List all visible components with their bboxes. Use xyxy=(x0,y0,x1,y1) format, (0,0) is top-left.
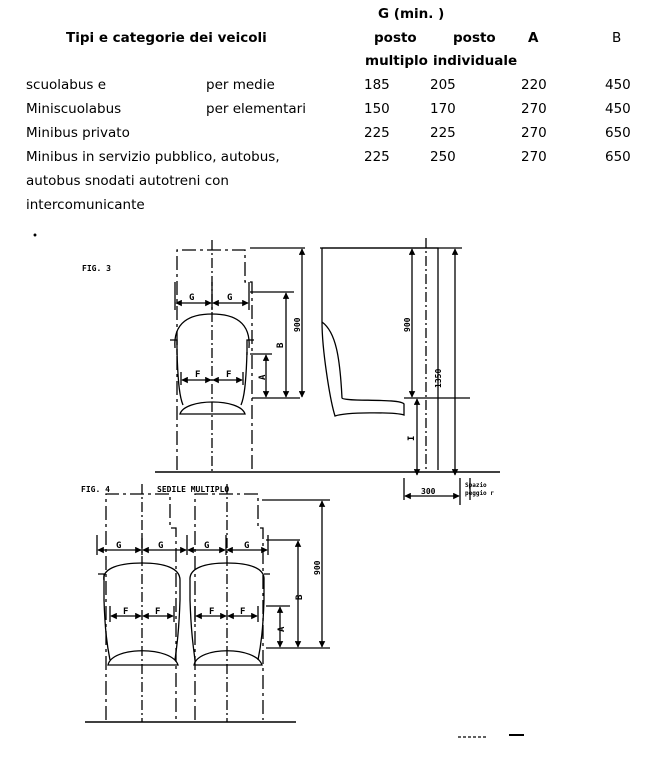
row-g-individuale: 250 xyxy=(430,149,456,165)
header-individuale: individuale xyxy=(433,53,518,69)
row-type: Minibus in servizio pubblico, autobus, xyxy=(26,149,280,165)
fig4-title: SEDILE MULTIPLO xyxy=(157,485,230,494)
header-vehicle-types: Tipi e categorie dei veicoli xyxy=(66,30,267,46)
dim-i: I xyxy=(407,435,417,441)
dim-g: G xyxy=(244,541,250,551)
dim-g: G xyxy=(227,293,233,303)
header-posto-multiplo-1: posto xyxy=(374,30,417,46)
header-a: A xyxy=(528,30,539,46)
dim-1350: 1350 xyxy=(434,368,443,388)
dim-900: 900 xyxy=(293,317,302,332)
fig3-front-view xyxy=(170,240,305,472)
row-b: 450 xyxy=(605,77,631,93)
spazio-note-2: peggio r xyxy=(465,490,494,497)
dim-g: G xyxy=(204,541,210,551)
row-type: Miniscuolabus xyxy=(26,101,122,117)
header-b: B xyxy=(612,30,622,46)
row-a: 270 xyxy=(521,101,547,117)
row-type: scuolabus e xyxy=(26,77,107,93)
header-g-min: G (min. ) xyxy=(378,6,445,22)
dim-f: F xyxy=(240,607,246,617)
row-g-individuale: 225 xyxy=(430,125,456,141)
dim-300: 300 xyxy=(421,487,436,496)
row-subtype: per medie xyxy=(206,77,275,93)
dim-900: 900 xyxy=(403,317,412,332)
dim-g: G xyxy=(189,293,195,303)
row-a: 270 xyxy=(521,149,547,165)
dim-b: B xyxy=(295,594,305,600)
row-a: 220 xyxy=(521,77,547,93)
fig3-side-view xyxy=(320,238,470,505)
row-g-individuale: 170 xyxy=(430,101,456,117)
dim-f: F xyxy=(226,370,232,380)
spazio-note-1: Spazio xyxy=(465,482,487,489)
row-g-multiplo: 185 xyxy=(364,77,390,93)
dim-f: F xyxy=(155,607,161,617)
row-g-multiplo: 225 xyxy=(364,125,390,141)
row-g-individuale: 205 xyxy=(430,77,456,93)
row-g-multiplo: 225 xyxy=(364,149,390,165)
row-b: 650 xyxy=(605,125,631,141)
dim-f: F xyxy=(123,607,129,617)
dim-a: A xyxy=(258,374,268,380)
row-subtype: per elementari xyxy=(206,101,306,117)
row-g-multiplo: 150 xyxy=(364,101,390,117)
dim-g: G xyxy=(116,541,122,551)
header-multiplo: multiplo xyxy=(365,53,428,69)
dim-g: G xyxy=(158,541,164,551)
fig4-multiple-seat xyxy=(85,484,330,722)
row-a: 270 xyxy=(521,125,547,141)
row-b: 650 xyxy=(605,149,631,165)
row-type: Minibus privato xyxy=(26,125,130,141)
row-b: 450 xyxy=(605,101,631,117)
stray-mark xyxy=(34,234,36,236)
fig3-label: FIG. 3 xyxy=(82,264,111,273)
header-posto-individuale-1: posto xyxy=(453,30,496,46)
row-type-continuation: intercomunicante xyxy=(26,197,145,213)
dim-a: A xyxy=(277,626,287,632)
dim-900: 900 xyxy=(313,560,322,575)
row-type-continuation: autobus snodati autotreni con xyxy=(26,173,229,189)
dim-b: B xyxy=(276,342,286,348)
dim-f: F xyxy=(195,370,201,380)
dim-f: F xyxy=(209,607,215,617)
fig4-label: FIG. 4 xyxy=(81,485,110,494)
